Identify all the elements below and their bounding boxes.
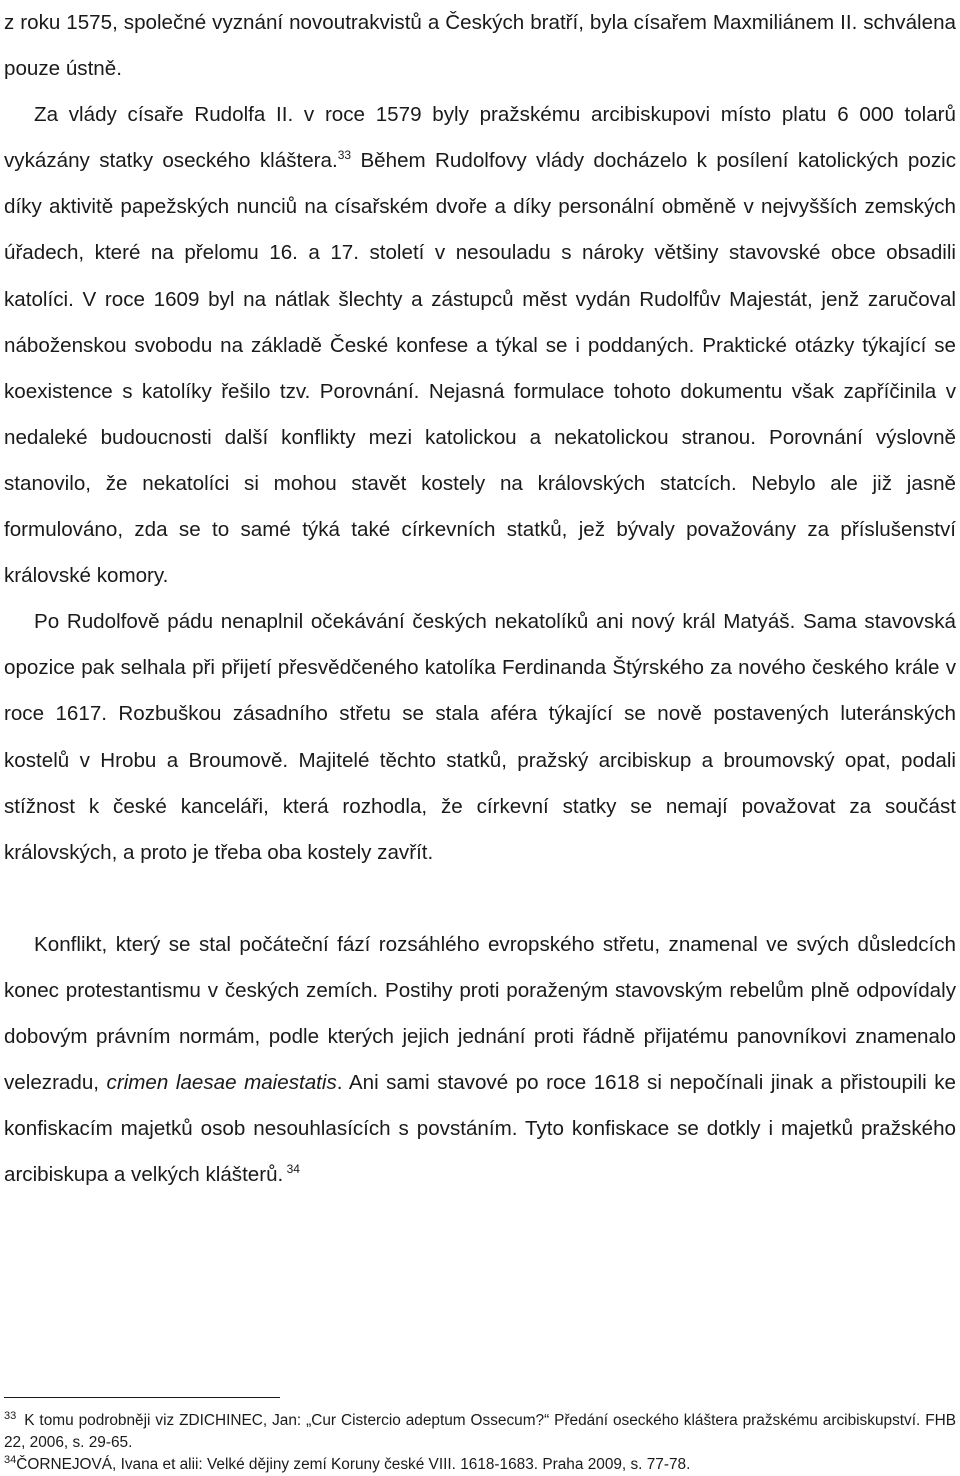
paragraph xyxy=(4,0,956,92)
paragraph xyxy=(4,92,956,599)
footnotes xyxy=(4,1410,956,1476)
latin-term: crimen laesae maiestatis xyxy=(106,1071,337,1095)
footnote-34 xyxy=(4,1454,956,1476)
footnote-separator xyxy=(4,1397,280,1398)
text-run: Po Rudolfově pádu nenaplnil očekávání českých nekatolíků ani nový král Matyáš. Sama stavovská opozice pak selhala při přijetí přesvědčeného katolíka Ferdinanda Štýrského za nového českého krále v roce 1617. Rozbuškou zásadního střetu se stala aféra týkající se nově postavených luteránských kostelů v Hrobu a Broumově. Majitelé těchto statků, pražský arcibiskup a broumovský opat, podali stížnost k české kanceláři, která rozhodla, že církevní statky se nemají považovat za součást královských, a proto je třeba oba kostely zavřít. xyxy=(4,610,956,864)
text-run: Během Rudolfovy vlády docházelo k posílení katolických pozic díky aktivitě papežských nunciů na císařském dvoře a díky personální obměně v nejvyšších zemských úřadech, které na přelomu 16. a 17. století v nesouladu s nároky většiny stavovské obce obsadili katolíci. V roce 1609 byl na nátlak šlechty a zástupců měst vydán Rudolfův Majestát, jenž zaručoval náboženskou svobodu na základě České konfese a týkal se i poddaných. Praktické otázky týkající se koexistence s katolíky řešilo tzv. Porovnání. Nejasná formulace tohoto dokumentu však zapříčinila v nedaleké budoucnosti další konflikty mezi katolickou a nekatolickou stranou. Porovnání výslovně stanovilo, že nekatolíci si mohou stavět kostely na královských statcích. Nebylo ale již jasně formulováno, zda se to samé týká také církevních statků, jež bývaly považovány za příslušenství královské komory. xyxy=(4,149,956,588)
text-run: . Ani sami stavové po roce 1618 si nepočínali jinak a přistoupili ke konfiskacím majetků osob nesouhlasících s povstáním. Tyto konfiskace se dotkly i majetků pražského arcibiskupa a velkých klášterů. xyxy=(4,1071,956,1187)
paragraph xyxy=(4,922,956,1199)
paragraph xyxy=(4,599,956,876)
text-run: Za vlády císaře Rudolfa II. v roce 1579 byly pražskému arcibiskupovi místo platu 6 000 tolarů vykázány statky oseckého kláštera. xyxy=(4,103,956,173)
text-run: Konflikt, který se stal počáteční fází rozsáhlého evropského střetu, znamenal ve svých důsledcích konec protestantismu v českých zemích. Postihy proti poraženým stavovským rebelům plně odpovídaly dobovým právním normám, podle kterých jejich jednání proti řádně přijatému panovníkovi znamenalo velezradu, xyxy=(4,932,956,1095)
footnote-text: ČORNEJOVÁ, Ivana et alii: Velké dějiny zemí Koruny české VIII. 1618-1683. Praha 2009, s. 77-78. xyxy=(16,1456,691,1473)
body-text xyxy=(4,0,956,1198)
footnote-ref-34[interactable]: 34 xyxy=(283,1162,300,1177)
paragraph-gap xyxy=(4,876,956,922)
footnote-number: 34 xyxy=(4,1453,17,1466)
footnote-33 xyxy=(4,1410,956,1454)
text-run: z roku 1575, společné vyznání novoutrakvistů a Českých bratří, byla císařem Maxmiliánem II. schválena pouze ústně. xyxy=(4,11,956,81)
footnote-ref-33[interactable]: 33 xyxy=(337,148,352,163)
footnote-text: K tomu podrobněji viz ZDICHINEC, Jan: „Cur Cistercio adeptum Ossecum?“ Předání oseckého kláštera pražskému arcibiskupství. FHB 22, 2006, s. 29-65. xyxy=(4,1412,956,1451)
footnote-number: 33 xyxy=(4,1409,17,1422)
